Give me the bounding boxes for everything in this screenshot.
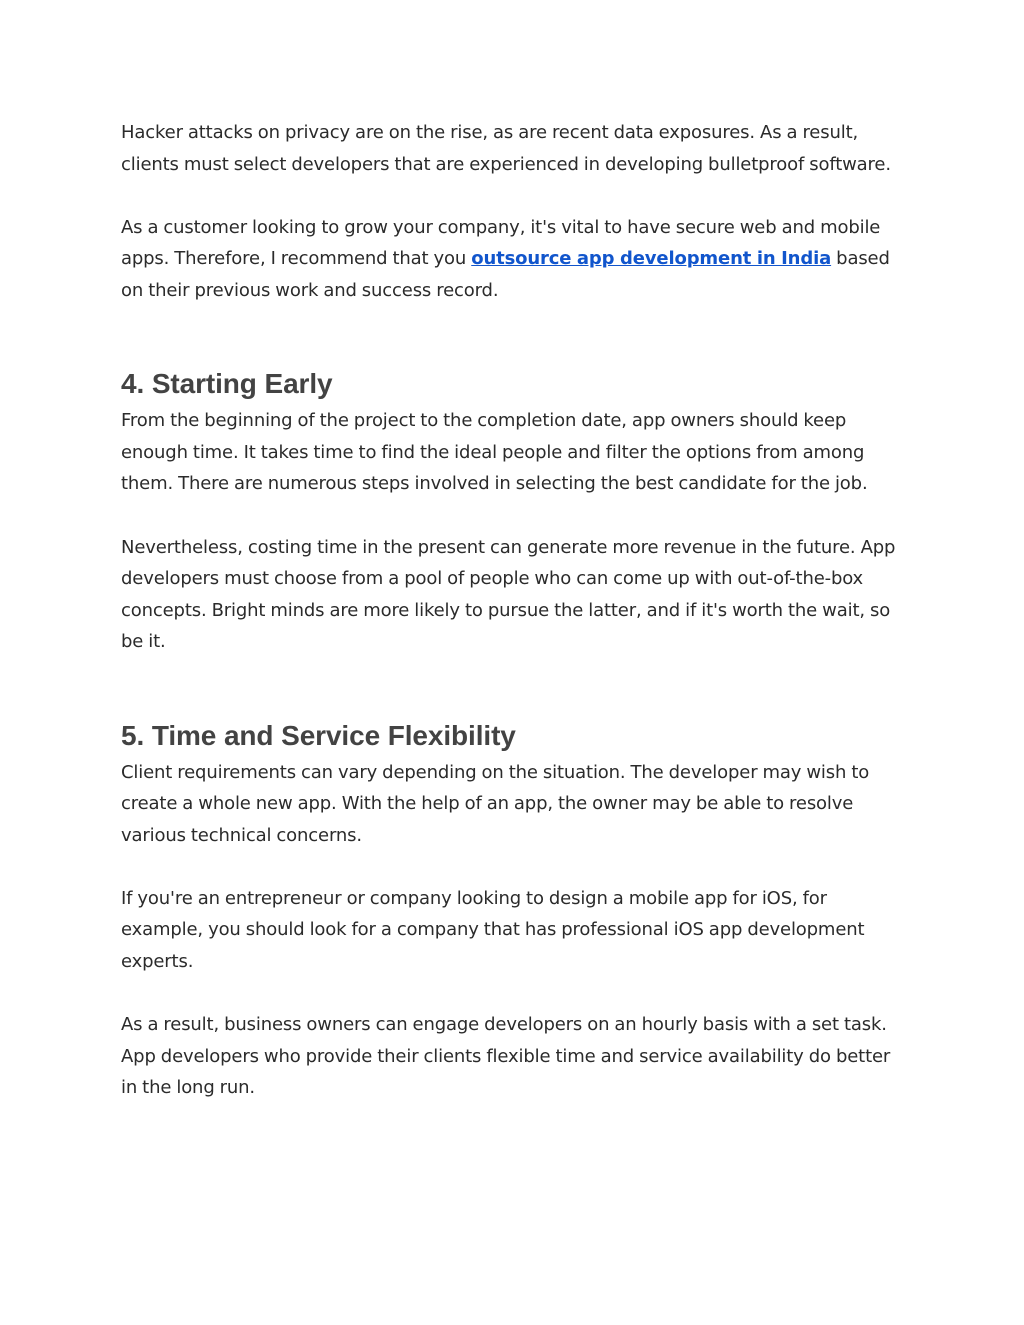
section-5-paragraph-1: Client requirements can vary depending on the situation. The developer may wish to create a whole new app. With the help of an app, the owner may be able to resolve various technical concerns. [121, 761, 870, 846]
intro-paragraph-1: Hacker attacks on privacy are on the rise, as are recent data exposures. As a result, clients must select developers that are experienced in developing bulletproof software. [121, 122, 891, 175]
section-4-paragraph-1: From the beginning of the project to the completion date, app owners should keep enough time. It takes time to find the ideal people and filter the options from among them. There are numerous steps involved in selecting the best candidate for the job. [121, 410, 868, 495]
intro-paragraph-2 [121, 212, 911, 307]
section-5-paragraph-3: As a result, business owners can engage developers on an hourly basis with a set task. App developers who provide their clients flexible time and service availability do better in the long run. [121, 1014, 891, 1099]
section-spacer [121, 338, 911, 367]
intro-paragraph-2-text-before: As a customer looking to grow your company, it's vital to have secure web and mobile apps. Therefore, I recommend that you [121, 216, 881, 270]
outsource-app-development-link[interactable]: outsource app development in India [471, 248, 832, 270]
document-body [121, 117, 911, 1136]
section-4-heading: 4. Starting Early [121, 368, 333, 400]
section-4-paragraph-2: Nevertheless, costing time in the present can generate more revenue in the future. App developers must choose from a pool of people who can come up with out-of-the-box concepts. Bright minds are more likely to pursue the latter, and if it's worth the wait, so be it. [121, 536, 896, 653]
section-5-paragraph-2: If you're an entrepreneur or company looking to design a mobile app for iOS, for example, you should look for a company that has professional iOS app development experts. [121, 887, 865, 973]
intro-paragraph-2-text-after: based on their previous work and success record. [121, 248, 890, 301]
section-5-heading: 5. Time and Service Flexibility [121, 719, 516, 751]
section-spacer [121, 690, 911, 719]
